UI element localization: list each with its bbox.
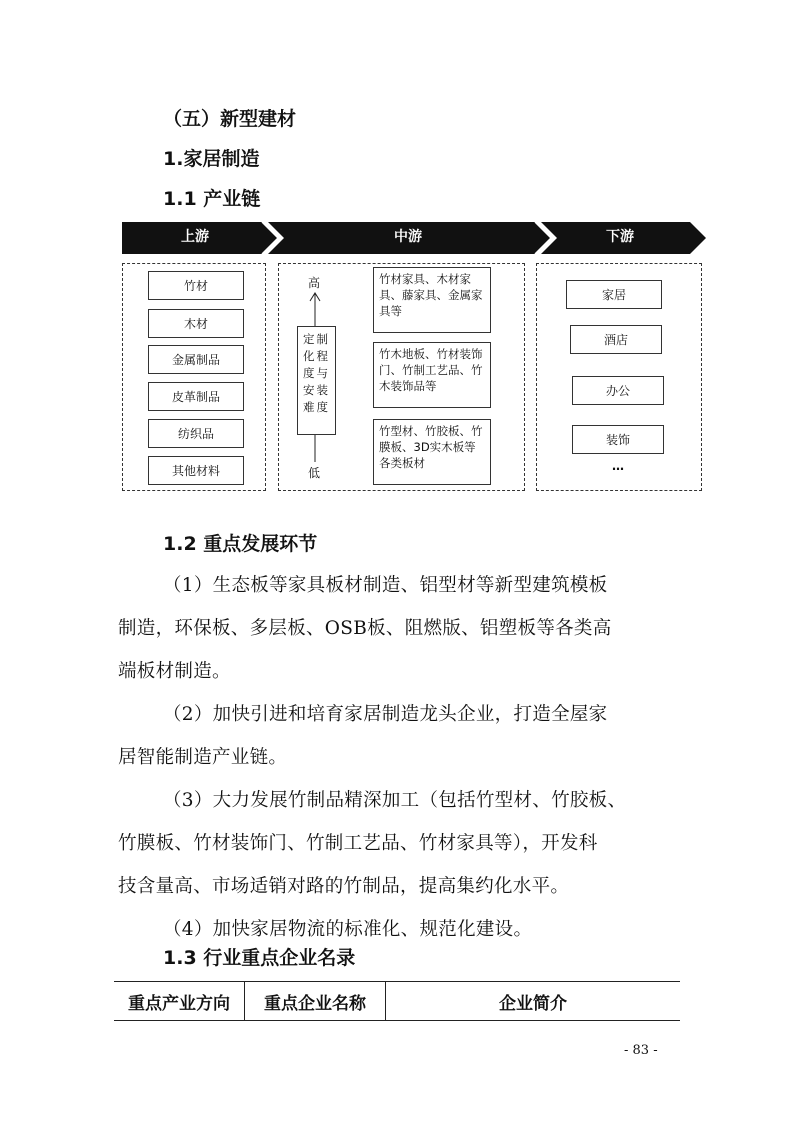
section-heading: （五）新型建材: [163, 108, 297, 130]
paragraph-line: （4）加快家居物流的标准化、规范化建设。: [163, 919, 533, 940]
chain-header-band: [0, 0, 793, 300]
paragraph-line: （3）大力发展竹制品精深加工（包括竹型材、竹胶板、: [163, 790, 627, 811]
midstream-item: 竹型材、竹胶板、竹膜板、3D实木板等各类板材: [373, 419, 491, 485]
upstream-item: 金属制品: [148, 345, 244, 374]
upstream-item: 木材: [148, 309, 244, 338]
column-header-profile: 企业简介: [386, 982, 681, 1021]
upstream-item: 其他材料: [148, 456, 244, 485]
column-header-industry: 重点产业方向: [114, 982, 245, 1021]
subheading-home-manufacturing: 1.家居制造: [163, 148, 260, 170]
scale-label-box: 定制化程度与安装难度: [297, 326, 336, 435]
downstream-item: 酒店: [570, 325, 662, 354]
paragraph-line: 端板材制造。: [118, 661, 231, 682]
stage-downstream: 下游: [606, 229, 634, 245]
subheading-enterprise-list: 1.3 行业重点企业名录: [163, 947, 356, 969]
upstream-item: 竹材: [148, 271, 244, 300]
stage-midstream: 中游: [394, 229, 422, 245]
enterprise-table: [114, 981, 680, 1021]
table-header-row: [114, 982, 680, 1021]
paragraph-line: （2）加快引进和培育家居制造龙头企业，打造全屋家: [163, 704, 608, 725]
paragraph-line: （1）生态板等家具板材制造、铝型材等新型建筑模板: [163, 575, 608, 596]
downstream-item: 家居: [566, 280, 662, 309]
midstream-item: 竹木地板、竹材装饰门、竹制工艺品、竹木装饰品等: [373, 342, 491, 408]
page-number: - 83 -: [624, 1043, 658, 1058]
paragraph-line: 竹膜板、竹材装饰门、竹制工艺品、竹材家具等），开发科: [118, 833, 598, 854]
paragraph-line: 制造，环保板、多层板、OSB板、阻燃版、铝塑板等各类高: [118, 618, 612, 639]
upstream-item: 皮革制品: [148, 382, 244, 411]
upstream-item: 纺织品: [148, 419, 244, 448]
downstream-item: 办公: [572, 376, 664, 405]
subheading-industry-chain: 1.1 产业链: [163, 188, 261, 210]
paragraph-line: 居智能制造产业链。: [118, 747, 288, 768]
column-header-company: 重点企业名称: [245, 982, 386, 1021]
subheading-key-links: 1.2 重点发展环节: [163, 533, 318, 555]
downstream-more: …: [612, 459, 624, 473]
downstream-item: 装饰: [572, 425, 664, 454]
paragraph-line: 技含量高、市场适销对路的竹制品，提高集约化水平。: [118, 876, 570, 897]
scale-low-label: 低: [308, 466, 321, 480]
stage-upstream: 上游: [181, 229, 209, 245]
midstream-item: 竹材家具、木材家具、藤家具、金属家具等: [373, 267, 491, 333]
scale-high-label: 高: [308, 276, 321, 290]
